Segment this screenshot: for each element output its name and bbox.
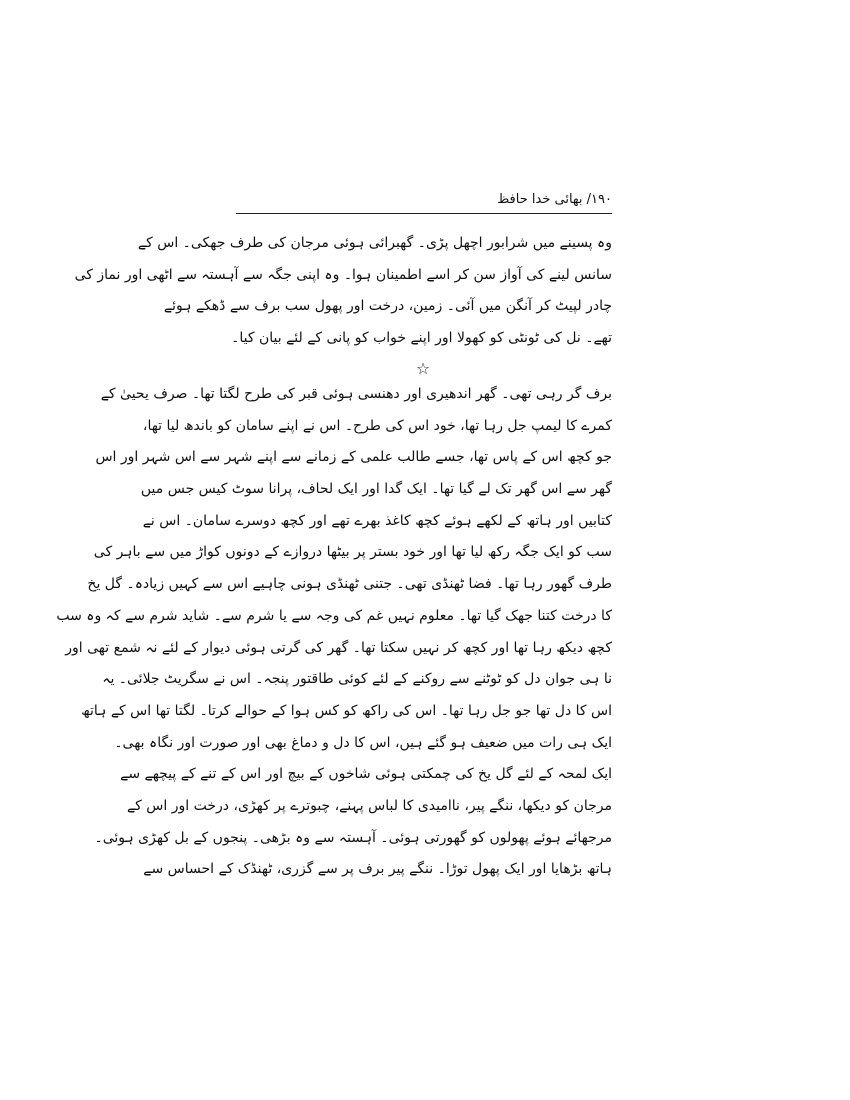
text-line: کا درخت کتنا جھک گیا تھا۔ معلوم نہیں غم کی وجہ سے یا شرم سے۔ شاید شرم سے کہ وہ سب bbox=[56, 607, 612, 624]
running-head: ۱۹۰/ بھائی خدا حافظ bbox=[497, 192, 612, 207]
text-line: طرف گھور رہا تھا۔ فضا ٹھنڈی تھی۔ جتنی ٹھنڈی ہونی چاہیے اس سے کہیں زیادہ۔ گل یخ bbox=[87, 576, 612, 593]
text-line: ہاتھ بڑھایا اور ایک پھول توڑا۔ ننگے پیر برف پر سے گزری، ٹھنڈک کے احساس سے bbox=[143, 861, 612, 878]
text-line: ایک ہی رات میں ضعیف ہو گئے ہیں، اس کا دل و دماغ بھی اور صورت اور نگاہ بھی۔ bbox=[114, 734, 612, 751]
paragraph-1 bbox=[74, 228, 612, 355]
text-line: اس کا دل تھا جو جل رہا تھا۔ اس کی راکھ کو کس ہوا کے حوالے کرتا۔ لگتا تھا اس کے ہاتھ bbox=[81, 702, 612, 719]
text-line: جو کچھ اس کے پاس تھا، جسے طالب علمی کے زمانے سے اپنے شہر سے اس شہر اور اس bbox=[95, 449, 612, 466]
text-line: چادر لپیٹ کر آنگن میں آئی۔ زمین، درخت اور پھول سب برف سے ڈھکے ہوئے bbox=[163, 298, 612, 315]
text-line: سب کو ایک جگہ رکھ لیا تھا اور خود بستر پر بیٹھا دروازے کے دونوں کواڑ میں سے باہر کی bbox=[93, 544, 612, 561]
text-line: تھے۔ نل کی ٹونٹی کو کھولا اور اپنے خواب کو پانی کے لئے بیان کیا۔ bbox=[231, 330, 612, 347]
text-line: گھر سے اس گھر تک لے گیا تھا۔ ایک گدا اور ایک لحاف، پرانا سوٹ کیس جس میں bbox=[140, 481, 612, 498]
text-line: مرجان کو دیکھا، ننگے پیر، ناامیدی کا لباس پہنے، چبوترے پر کھڑی، درخت اور اس کے bbox=[126, 797, 612, 814]
text-line: سانس لینے کی آواز سن کر اسے اطمینان ہوا۔ وہ اپنی جگہ سے آہستہ سے اٹھی اور نماز کی bbox=[74, 266, 612, 283]
header-rule bbox=[236, 213, 612, 214]
text-line: کتابیں اور ہاتھ کے لکھے ہوئے کچھ کاغذ بھرے تھے اور کچھ دوسرے سامان۔ اس نے bbox=[142, 512, 612, 529]
text-line: کمرے کا لیمپ جل رہا تھا، خود اس کی طرح۔ اس نے اپنے سامان کو باندھ لیا تھا، bbox=[142, 417, 612, 434]
text-line: برف گر رہی تھی۔ گھر اندھیری اور دھنسی ہوئی قبر کی طرح لگتا تھا۔ صرف یحییٰ کے bbox=[100, 386, 612, 402]
text-line: کچھ دیکھ رہا تھا اور کچھ کر نہیں سکتا تھا۔ گھر کی گرتی ہوئی دیوار کے لئے نہ شمع تھی اور bbox=[65, 639, 612, 656]
text-line: مرجھائے ہوئے پھولوں کو گھورتی ہوئی۔ آہستہ سے وہ بڑھی۔ پنجوں کے بل کھڑی ہوئی۔ bbox=[94, 829, 612, 846]
text-line: وہ پسینے میں شرابور اچھل پڑی۔ گھبرائی ہوئی مرجان کی طرف جھکی۔ اس کے bbox=[137, 235, 612, 251]
text-line: نا ہی جوان دل کو ٹوٹنے سے روکنے کے لئے کوئی طاقتور پنجہ۔ اس نے سگریٹ جلائی۔ یہ bbox=[102, 671, 612, 688]
paragraph-2 bbox=[56, 379, 612, 886]
section-divider-star-icon: ☆ bbox=[415, 359, 431, 378]
text-line: ایک لمحہ کے لئے گل یخ کی چمکتی ہوئی شاخوں کے بیچ اور اس کے تنے کے پیچھے سے bbox=[120, 766, 612, 783]
